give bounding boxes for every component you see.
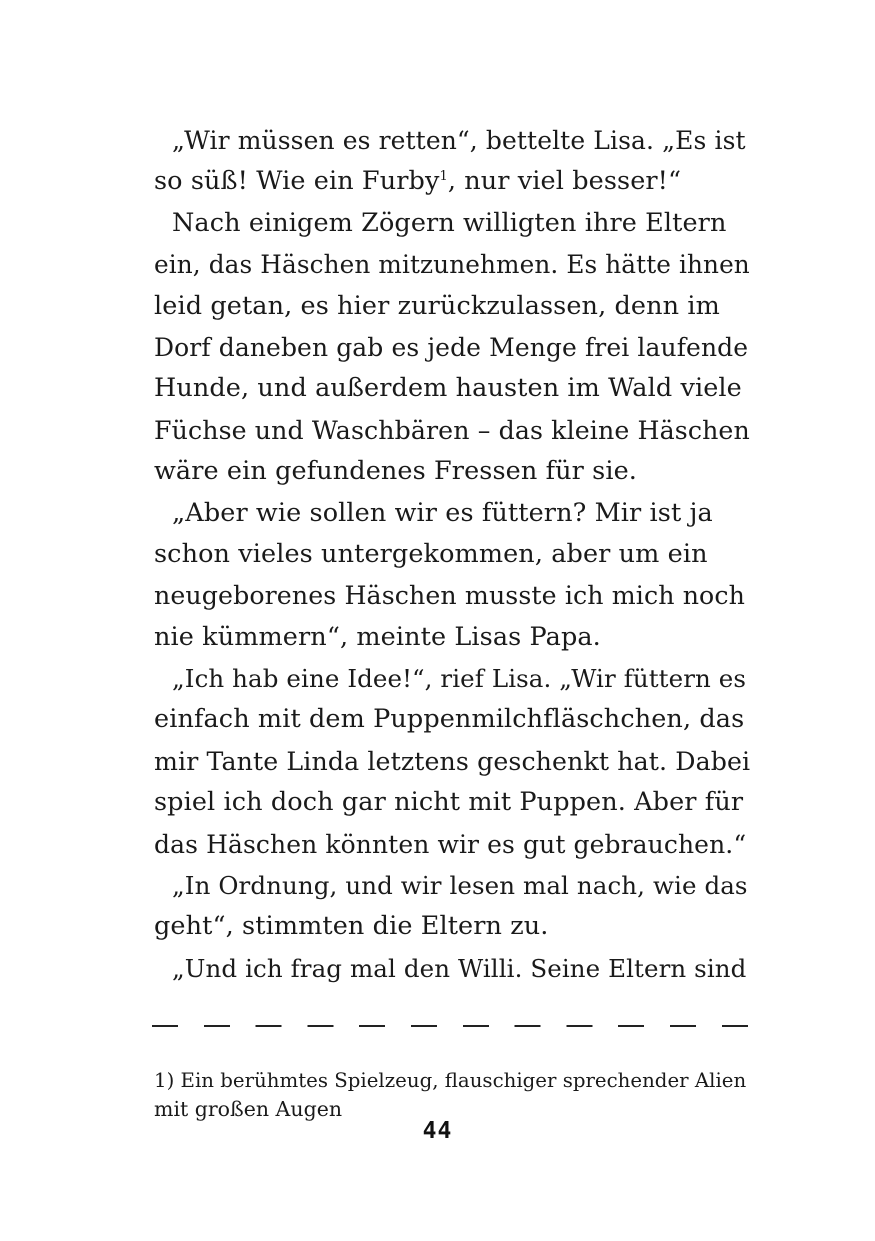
text-line: spiel ich doch gar nicht mit Puppen. Aber für	[154, 787, 744, 818]
text-line: „Wir müssen es retten“, bettelte Lisa. „Es ist	[172, 126, 746, 155]
text-line-part: so süß! Wie ein Furby	[154, 166, 440, 197]
footnote	[154, 1066, 750, 1124]
text-line: „Aber wie sollen wir es füttern? Mir ist ja	[172, 497, 713, 528]
page-number: 44	[422, 1118, 453, 1144]
text-line: schon vieles untergekommen, aber um ein	[154, 538, 708, 569]
text-line-part: , nur viel besser!“	[447, 166, 682, 197]
body-text	[154, 120, 750, 989]
text-line: wäre ein gefundenes Fressen für sie.	[154, 456, 637, 487]
footnote-line: 1) Ein berühmtes Spielzeug, flauschiger sprechender Alien	[154, 1069, 747, 1092]
footnote-line: mit großen Augen	[154, 1097, 343, 1121]
text-line: Dorf daneben gab es jede Menge frei laufende	[154, 332, 749, 362]
footnote-reference: 1	[439, 169, 448, 185]
text-line	[154, 161, 750, 202]
text-line: Füchse und Waschbären – das kleine Häschen	[154, 415, 750, 445]
text-line: „Ich hab eine Idee!“, rief Lisa. „Wir füttern es	[172, 664, 747, 694]
footnote-separator	[152, 1025, 750, 1027]
text-line: neugeborenes Häschen musste ich mich noch	[154, 581, 745, 611]
text-line: einfach mit dem Puppenmilchfläschchen, das	[154, 704, 745, 735]
text-line: ein, das Häschen mitzunehmen. Es hätte ihnen	[154, 250, 750, 280]
text-line: geht“, stimmten die Eltern zu.	[154, 911, 549, 942]
text-line: leid getan, es hier zurückzulassen, denn im	[154, 290, 720, 321]
text-line: mir Tante Linda letztens geschenkt hat. Dabei	[154, 746, 751, 776]
text-line: „Und ich frag mal den Willi. Seine Eltern sind	[172, 953, 747, 983]
text-line: das Häschen könnten wir es gut gebrauchen.“	[154, 829, 747, 859]
text-line: Hunde, und außerdem hausten im Wald viele	[154, 373, 742, 404]
text-line: „In Ordnung, und wir lesen mal nach, wie das	[172, 871, 748, 901]
text-line: nie kümmern“, meinte Lisas Papa.	[154, 621, 601, 652]
text-line: Nach einigem Zögern willigten ihre Eltern	[172, 207, 727, 238]
